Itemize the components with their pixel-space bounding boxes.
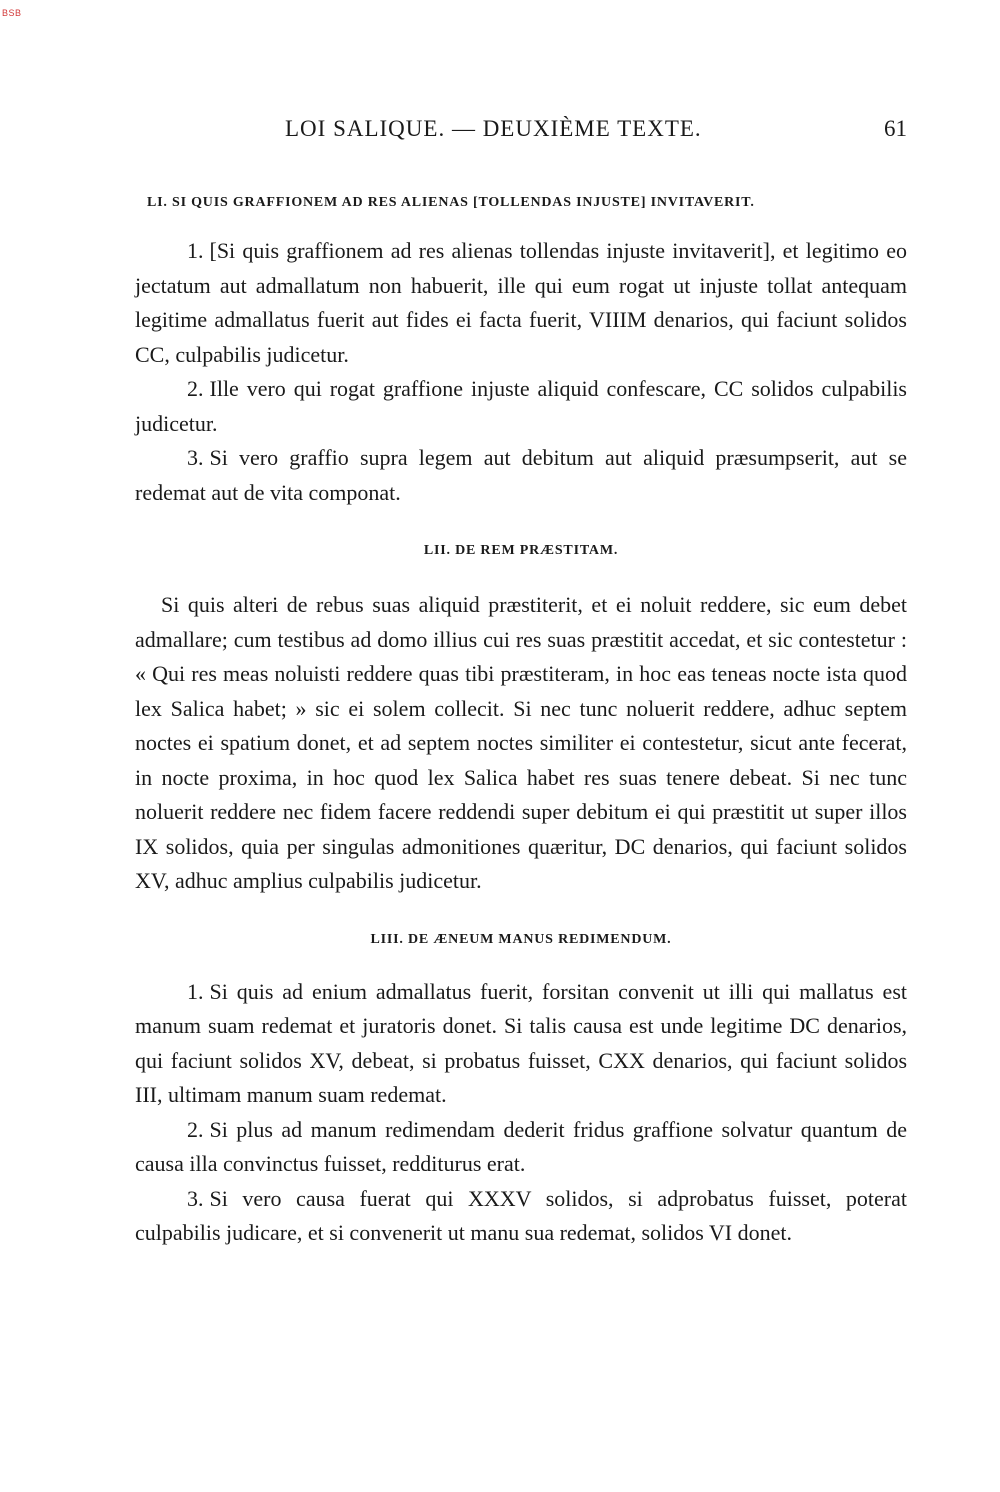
paragraph-text: Si plus ad manum redimendam dederit fridus graffione solvatur quantum de causa illa convinctus fuisset, redditurus erat. [135, 1116, 907, 1176]
paragraph-number: 3. [187, 1185, 204, 1211]
paragraph-li-3 [135, 441, 907, 510]
running-header [135, 116, 907, 148]
page-number: 61 [884, 116, 907, 141]
paragraph-text: Si vero graffio supra legem aut debitum aut aliquid præsumpserit, aut se redemat aut de vita componat. [135, 445, 907, 505]
paragraph-text: Ille vero qui rogat graffione injuste aliquid confescare, CC solidos culpabilis judicetur. [135, 376, 907, 436]
paragraph-text: Si vero causa fuerat qui XXXV solidos, si adprobatus fuisset, poterat culpabilis judicare, et si convenerit ut manu sua redemat, solidos VI donet. [135, 1185, 907, 1245]
paragraph-text: Si quis alteri de rebus suas aliquid præstiterit, et ei noluit reddere, sic eum debet admallare; cum testibus ad domo illius cui res suas præstitit accedat, et sic contestetur : « Qui res meas noluisti reddere quas tibi præstiteram, in hoc eas teneas nocte ista quod lex Salica habet; » sic ei solem collecit. Si nec tunc noluerit reddere, adhuc septem noctes ei spatium donet, et ad septem noctes similiter ei contestetur, sicut ante fecerat, in nocte proxima, in hoc quod lex Salica habet res suas tenere debeat. Si nec tunc noluerit reddere nec fidem facere reddendi super debitum ei qui præstitit ut super illos IX solidos, quia per singulas admonitiones quæritur, DC denarios, qui faciunt solidos XV, adhuc amplius culpabilis judicetur. [135, 592, 907, 893]
paragraph-number: 1. [187, 238, 204, 263]
paragraph-number: 2. [187, 376, 204, 401]
paragraph-li-2 [135, 372, 907, 441]
section-heading-lii: LII. DE REM PRÆSTITAM. [423, 543, 619, 558]
paragraph-number: 2. [187, 1116, 204, 1142]
running-title: LOI SALIQUE. — DEUXIÈME TEXTE. [285, 116, 702, 141]
paragraph-liii-2 [135, 1113, 907, 1182]
page-body [135, 192, 907, 1251]
paragraph-li-1 [135, 234, 907, 372]
paragraph-lii [135, 588, 907, 899]
section-heading-liii: LIII. DE ÆNEUM MANUS REDIMENDUM. [370, 931, 672, 947]
paragraph-liii-1 [135, 975, 907, 1113]
paragraph-text: Si quis ad enium admallatus fuerit, forsitan convenit ut illi qui mallatus est manum suam redemat et juratoris donet. Si talis causa est unde legitime DC denarios, qui faciunt solidos XV, debeat, si probatus fuisset, CXX denarios, qui faciunt solidos III, ultimam manum suam redemat. [135, 978, 907, 1107]
paragraph-number: 1. [187, 978, 204, 1004]
paragraph-text: [Si quis graffionem ad res alienas tollendas injuste invitaverit], et legitimo eo jectatum aut admallatum non habuerit, ille qui eum rogat ut injuste tollat antequam legitime admallatus fuerit aut fides ei facta fuerit, VIIIM denarios, qui faciunt solidos CC, culpabilis judicetur. [135, 238, 907, 367]
paragraph-number: 3. [187, 445, 204, 470]
paragraph-liii-3 [135, 1182, 907, 1251]
section-heading-li: LI. SI QUIS GRAFFIONEM AD RES ALIENAS [TOLLENDAS INJUSTE] INVITAVERIT. [147, 195, 755, 210]
watermark: BSB [2, 8, 22, 18]
